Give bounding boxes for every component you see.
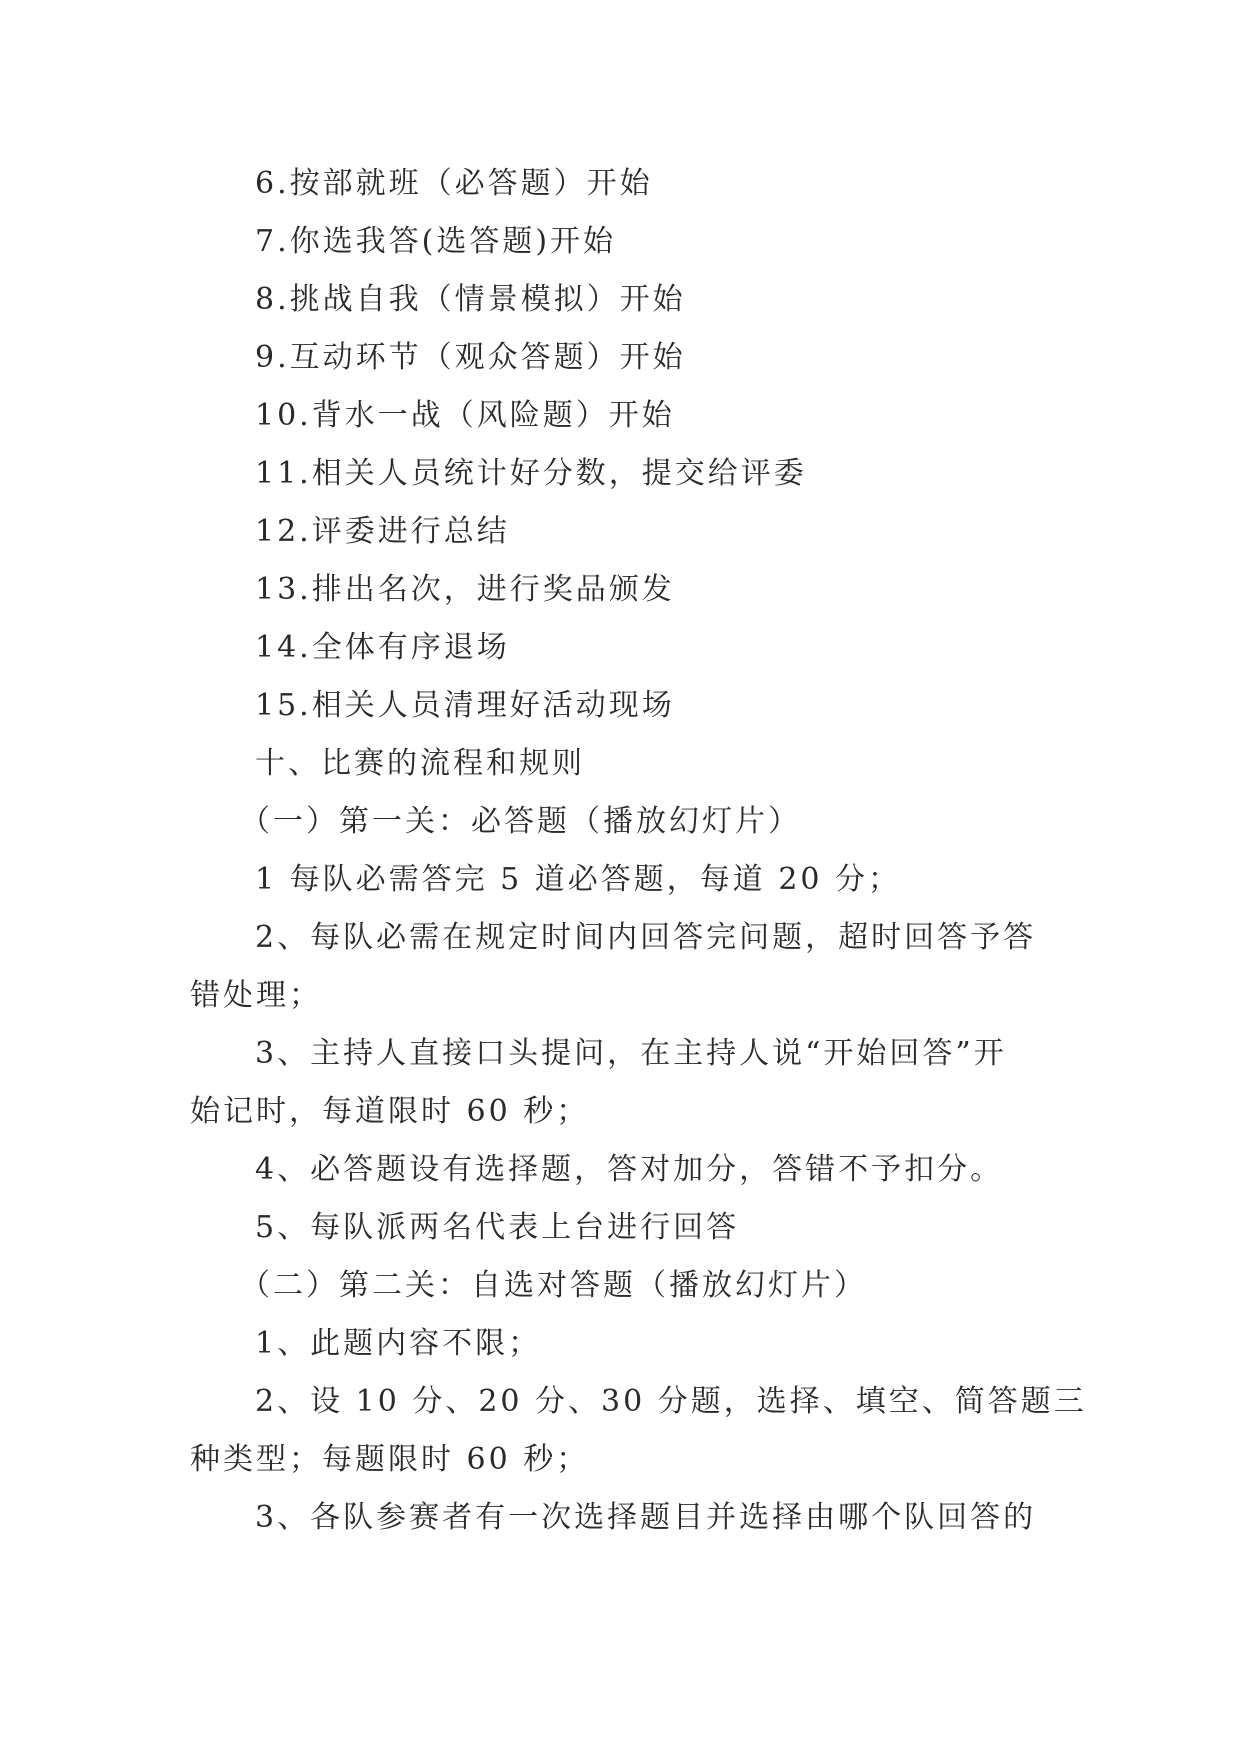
rule-1-2: 2、每队必需在规定时间内回答完问题，超时回答予答 [255,920,1037,955]
section-heading-10: 十、比赛的流程和规则 [255,746,585,781]
rule-1-3: 3、主持人直接口头提问，在主持人说“开始回答”开 [255,1036,1007,1071]
subsection-heading-1: （一）第一关：必答题（播放幻灯片） [240,804,801,839]
list-item-15: 15.相关人员清理好活动现场 [255,688,675,723]
rule-2-2: 2、设 10 分、20 分、30 分题，选择、填空、简答题三 [255,1384,1087,1419]
list-item-11: 11.相关人员统计好分数，提交给评委 [255,456,807,491]
rule-2-2-continued: 种类型；每题限时 60 秒； [190,1442,590,1477]
subsection-heading-2: （二）第二关：自选对答题（播放幻灯片） [240,1268,867,1303]
list-item-6: 6.按部就班（必答题）开始 [255,166,653,201]
rule-1-1: 1 每队必需答完 5 道必答题，每道 20 分； [255,862,902,897]
rule-1-2-continued: 错处理； [190,978,322,1013]
list-item-12: 12.评委进行总结 [255,514,510,549]
rule-1-4: 4、必答题设有选择题，答对加分，答错不予扣分。 [255,1152,1004,1187]
list-item-13: 13.排出名次，进行奖品颁发 [255,572,675,607]
rule-1-5: 5、每队派两名代表上台进行回答 [255,1210,740,1245]
rule-1-3-continued: 始记时，每道限时 60 秒； [190,1094,590,1129]
list-item-8: 8.挑战自我（情景模拟）开始 [255,282,686,317]
list-item-9: 9.互动环节（观众答题）开始 [255,340,686,375]
list-item-7: 7.你选我答(选答题)开始 [255,224,617,259]
list-item-14: 14.全体有序退场 [255,630,510,665]
rule-2-1: 1、此题内容不限； [255,1326,542,1361]
rule-2-3: 3、各队参赛者有一次选择题目并选择由哪个队回答的 [255,1500,1037,1535]
list-item-10: 10.背水一战（风险题）开始 [255,398,675,433]
